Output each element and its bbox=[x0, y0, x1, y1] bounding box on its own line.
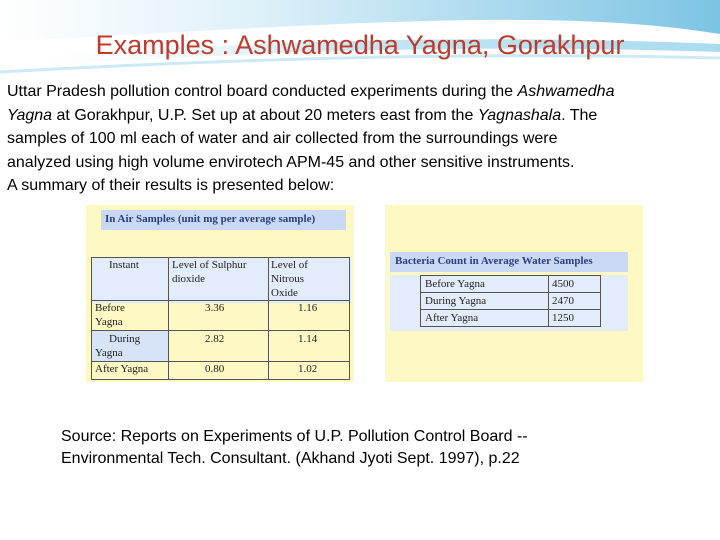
air-header-so2-line2: dioxide bbox=[172, 273, 205, 285]
air-header-no-line3: Oxide bbox=[271, 287, 298, 299]
source-line-2: Environmental Tech. Consultant. (Akhand Jyoti Sept. 1997), p.22 bbox=[61, 450, 520, 467]
air-row-after-label: After Yagna bbox=[95, 363, 149, 375]
air-header-so2-line1: Level of Sulphur bbox=[172, 259, 247, 271]
source-line-1: Source: Reports on Experiments of U.P. Pollution Control Board -- bbox=[61, 428, 528, 445]
intro-line-3: samples of 100 ml each of water and air collected from the surroundings were bbox=[7, 130, 558, 147]
water-row-after-value: 1250 bbox=[552, 312, 574, 324]
air-header-no-line2: Nitrous bbox=[271, 273, 304, 285]
water-row-during-label: During Yagna bbox=[425, 295, 487, 307]
water-samples-table-image bbox=[385, 205, 643, 382]
air-row-during-label-2: Yagna bbox=[95, 347, 123, 359]
air-row-after-no: 1.02 bbox=[298, 363, 318, 375]
intro-line-5: A summary of their results is presented below: bbox=[7, 177, 335, 194]
air-row-before-so2: 3.36 bbox=[205, 302, 225, 314]
air-row-during-no: 1.14 bbox=[298, 333, 318, 345]
air-row-before-label-1: Before bbox=[95, 302, 125, 314]
water-row-before-label: Before Yagna bbox=[425, 278, 485, 290]
air-header-instant: Instant bbox=[109, 259, 139, 271]
intro-line-2: Yagna at Gorakhpur, U.P. Set up at about 20 meters east from the Yagnashala. The bbox=[7, 106, 598, 124]
water-row-during-value: 2470 bbox=[552, 295, 574, 307]
intro-paragraph bbox=[7, 80, 713, 198]
air-row-during-so2: 2.82 bbox=[205, 333, 225, 345]
air-header-no-line1: Level of bbox=[271, 259, 308, 271]
intro-line-4: analyzed using high volume envirotech APM-45 and other sensitive instruments. bbox=[7, 153, 575, 171]
air-samples-table-image bbox=[86, 205, 354, 382]
water-row-before-value: 4500 bbox=[552, 278, 574, 290]
intro-line-1: Uttar Pradesh pollution control board conducted experiments during the Ashwamedha bbox=[7, 83, 615, 100]
air-row-during-label-1: During bbox=[109, 333, 141, 345]
air-table-caption: In Air Samples (unit mg per average sample) bbox=[105, 213, 316, 225]
air-row-before-label-2: Yagna bbox=[95, 316, 123, 328]
source-citation bbox=[61, 426, 621, 470]
slide-title: Examples : Ashwamedha Yagna, Gorakhpur bbox=[95, 30, 625, 60]
air-row-after-so2: 0.80 bbox=[205, 363, 225, 375]
water-table-grid bbox=[385, 205, 643, 382]
water-table-caption: Bacteria Count in Average Water Samples bbox=[395, 255, 593, 267]
air-row-before-no: 1.16 bbox=[298, 302, 318, 314]
water-row-after-label: After Yagna bbox=[425, 312, 479, 324]
